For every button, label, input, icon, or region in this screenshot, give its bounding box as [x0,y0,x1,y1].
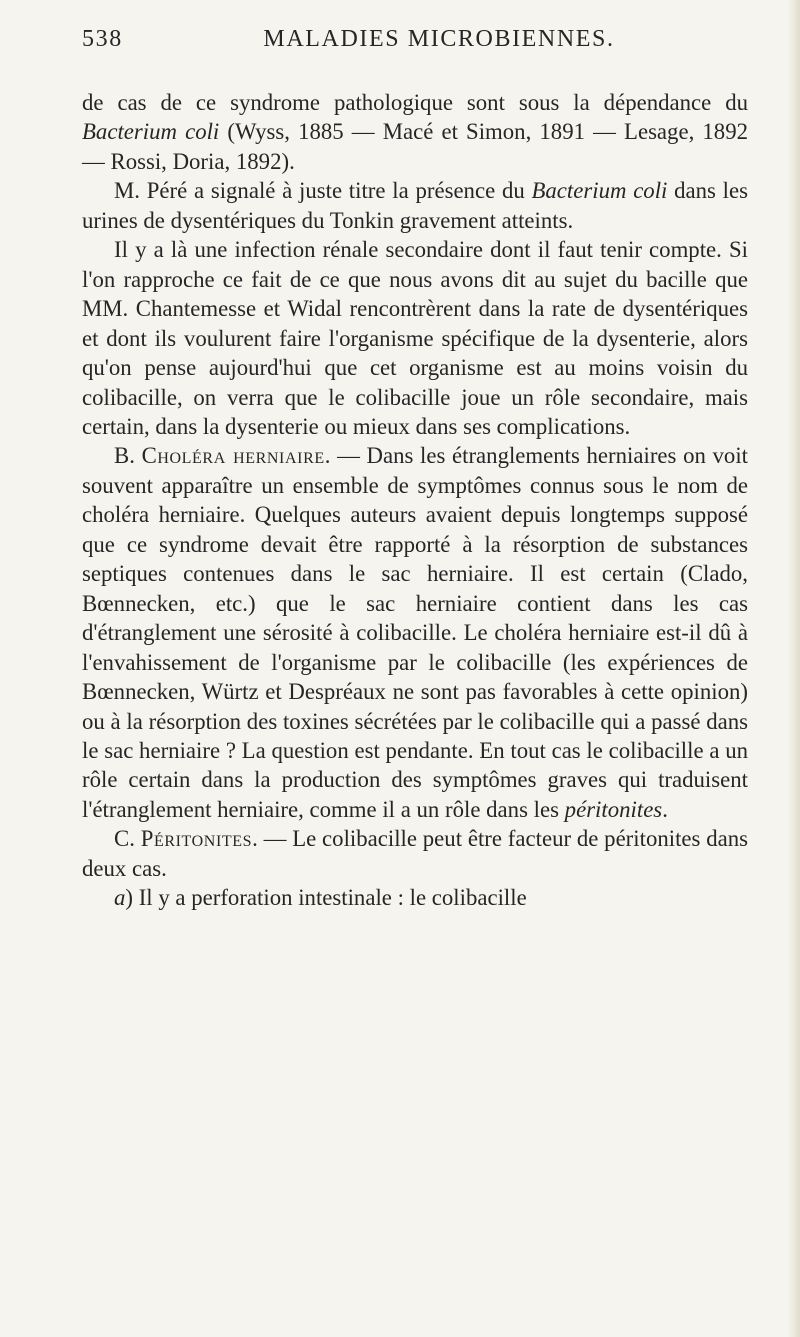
paragraph [82,824,748,883]
paragraph [82,441,748,824]
paragraph [82,176,748,235]
text-run: Péritonites [140,826,253,852]
paragraph [82,883,748,912]
text-run: dans les urines de dysentériques du Tonkin gravement atteints. [82,178,748,233]
text-run: (Wyss, 1885 — Macé et Simon, 1891 — Lesage, 1892 — Rossi, Doria, 1892). [82,119,748,174]
text-run: Il y a là une infection rénale secondaire dont il faut tenir compte. Si l'on rapproche ce fait de ce que nous avons dit au sujet du bacille que MM. Chantemesse et Widal rencontrèrent dans la rate de dysentériques et dont ils voulurent faire l'organisme spécifique de la dysenterie, alors qu'on pense aujourd'hui que cet organisme est au moins voisin du colibacille, on verra que le colibacille joue un rôle secondaire, mais certain, dans la dysenterie ou mieux dans ses complications. [82,237,748,439]
text-run: Bacterium coli [82,119,220,145]
page-number: 538 [82,26,123,52]
text-run: B. [114,443,142,469]
text-run: C. [114,826,141,852]
text-run: de cas de ce syndrome pathologique sont sous la dépendance du [82,90,748,115]
text-run: . — Le colibacille peut être facteur de péritonites dans deux cas. [82,826,748,881]
scan-edge [788,0,800,1337]
text-run: a [114,885,126,911]
text-run: ) Il y a perforation intestinale : le colibacille [125,885,527,911]
body-text [82,88,748,913]
text-run: . — Dans les étranglements herniaires on voit souvent apparaître un ensemble de symptômes connus sous le nom de choléra herniaire. Quelques auteurs avaient depuis longtemps supposé que ce syndrome devait être rapporté à la résorption de substances septiques contenues dans le sac herniaire. Il est certain (Clado, Bœnnecken, etc.) que le sac herniaire contient dans les cas d'étranglement une sérosité à colibacille. Le choléra herniaire est-il dû à l'envahissement de l'organisme par le colibacille (les expériences de Bœnnecken, Würtz et Despréaux ne sont pas favorables à cette opinion) ou à la résorption des toxines sécrétées par le colibacille qui a passé dans le sac herniaire ? La question est pendante. En tout cas le colibacille a un rôle certain dans la production des symptômes graves qui traduisent l'étranglement herniaire, comme il a un rôle dans les [82,443,748,822]
text-run: M. Péré a signalé à juste titre la présence du [114,178,532,204]
page-header [82,26,748,60]
text-run: Choléra herniaire [141,443,325,469]
paragraph [82,235,748,441]
paragraph [82,88,748,176]
text-run: péritonites [564,796,663,822]
text-run: . [662,796,668,822]
text-run: Bacterium coli [531,178,668,204]
running-title: MALADIES MICROBIENNES. [263,26,615,52]
